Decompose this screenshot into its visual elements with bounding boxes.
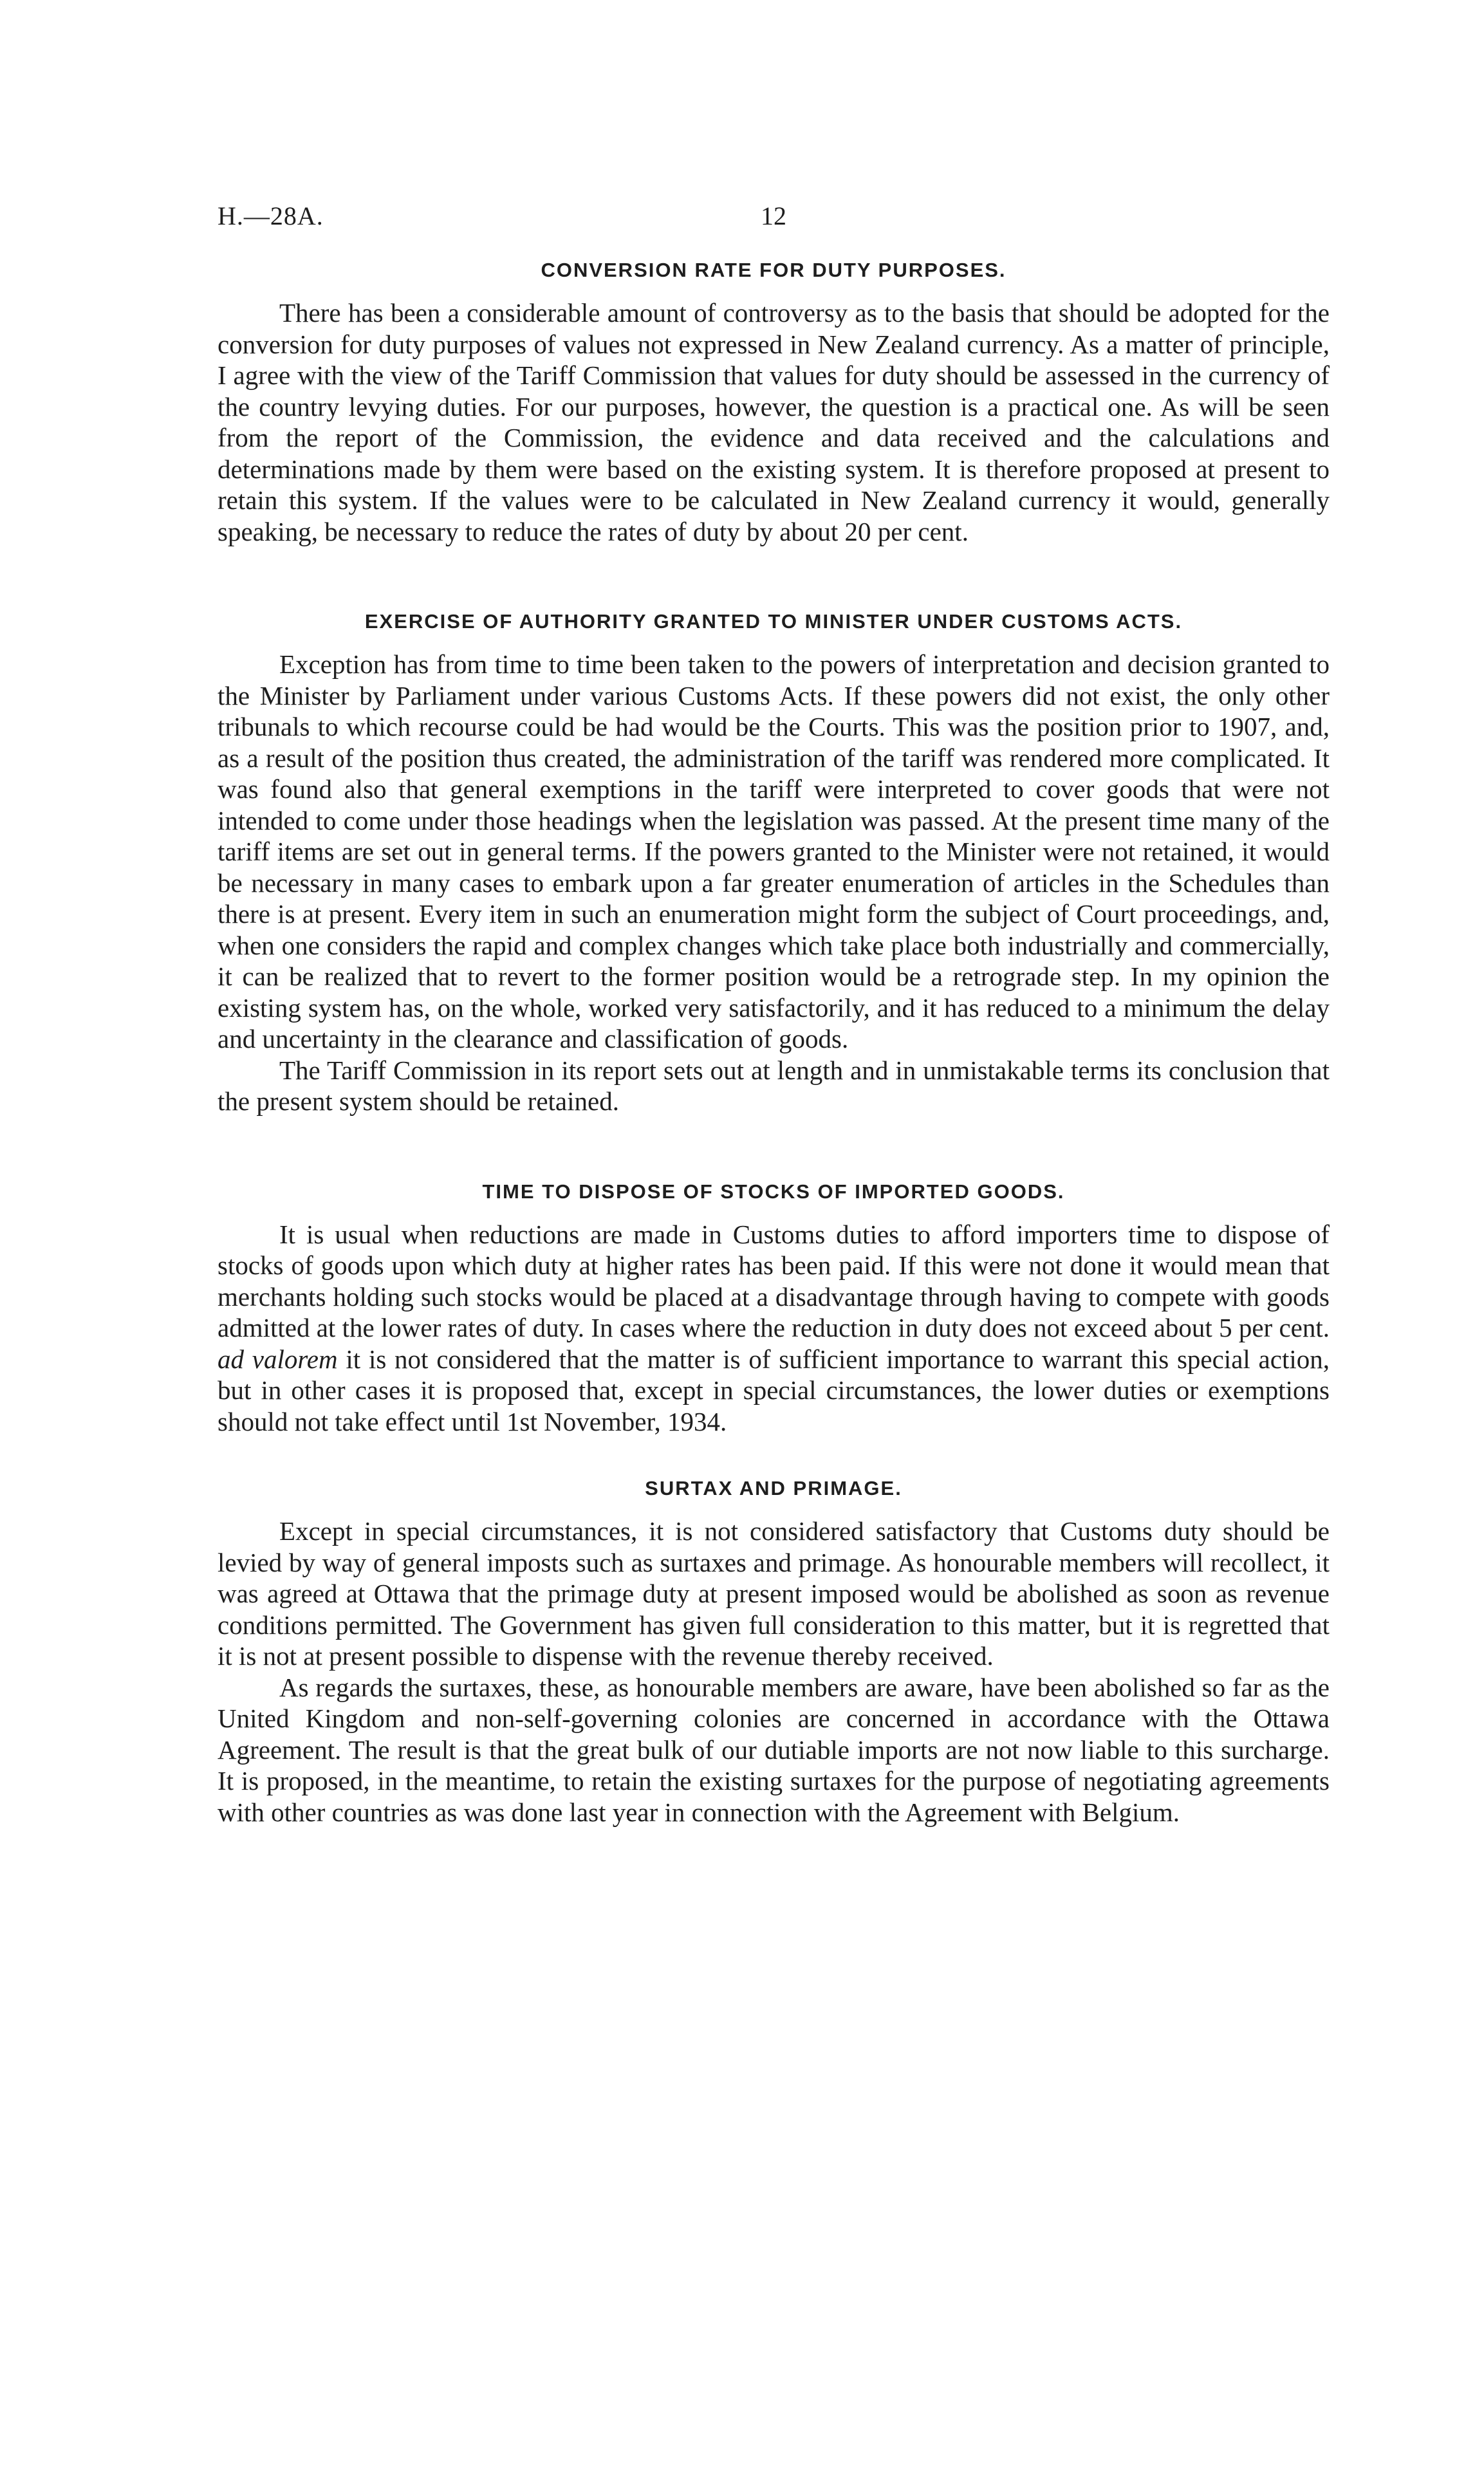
paragraph: Exception has from time to time been taken to the powers of interpretation and decision granted to the Minister by Parliament under various Customs Acts. If these powers did not exist, the only other tribunals to which recourse could be had would be the Courts. This was the position prior to 1907, and, as a result of the position thus created, the administration of the tariff was rendered more complicated. It was found also that general exemptions in the tariff were interpreted to cover goods that were not intended to come under those headings when the legislation was passed. At the present time many of the tariff items are set out in general terms. If the powers granted to the Minister were not retained, it would be necessary in many cases to embark upon a far greater enumeration of articles in the Schedules than there is at present. Every item in such an enumeration might form the subject of Court proceedings, and, when one considers the rapid and complex changes which take place both industrially and commercially, it can be realized that to revert to the former position would be a retrograde step. In my opinion the existing system has, on the whole, worked very satisfactorily, and it has reduced to a minimum the delay and uncertainty in the clearance and classification of goods. bbox=[218, 649, 1330, 1053]
paragraph: Except in special circumstances, it is not considered satisfactory that Customs duty should be levied by way of general imposts such as surtaxes and primage. As honourable members will recollect, it was agreed at Ottawa that the primage duty at present imposed would be abolished as soon as revenue conditions permitted. The Government has given full consideration to this matter, but it is regretted that it is not at present possible to dispense with the revenue thereby received. bbox=[218, 1516, 1330, 1671]
paragraph: As regards the surtaxes, these, as honourable members are aware, have been abolished so far as the United Kingdom and non-self-governing colonies are concerned in accordance with the Ottawa Agreement. The result is that the great bulk of our dutiable imports are not now liable to this surcharge. It is proposed, in the meantime, to retain the existing surtaxes for the purpose of negotiating agreements with other countries as was done last year in connection with the Agreement with Belgium. bbox=[218, 1672, 1330, 1827]
section-heading: SURTAX AND PRIMAGE. bbox=[645, 1477, 902, 1499]
section-stocks-imported-goods bbox=[218, 1179, 1330, 1438]
running-header bbox=[218, 201, 1330, 239]
paragraph: There has been a considerable amount of controversy as to the basis that should be adopted for the conversion for duty purposes of values not expressed in New Zealand currency. As a matter of principle, I agree with the view of the Tariff Commission that values for duty should be assessed in the currency of the country levying duties. For our purposes, however, the question is a practical one. As will be seen from the report of the Commission, the evidence and data received and the calculations and determinations made by them were based on the existing system. It is therefore proposed at present to retain this system. If the values were to be calculated in New Zealand currency it would, generally speaking, be necessary to reduce the rates of duty by about 20 per cent. bbox=[218, 298, 1330, 546]
page-number: 12 bbox=[761, 201, 786, 230]
paragraph-text: it is not considered that the matter is of sufficient importance to warrant this special action, but in other cases it is proposed that, except in special circumstances, the lower duties or exemptions should not take effect until 1st November, 1934. bbox=[218, 1344, 1330, 1436]
document-reference: H.—28A. bbox=[218, 201, 324, 230]
section-heading: CONVERSION RATE FOR DUTY PURPOSES. bbox=[541, 259, 1006, 281]
section-surtax-primage bbox=[218, 1476, 1330, 1828]
section-heading: EXERCISE OF AUTHORITY GRANTED TO MINISTER UNDER CUSTOMS ACTS. bbox=[364, 610, 1183, 633]
page-body bbox=[218, 257, 1330, 1828]
section-minister-authority bbox=[218, 609, 1330, 1117]
section-conversion-rate bbox=[218, 257, 1330, 547]
section-heading: TIME TO DISPOSE OF STOCKS OF IMPORTED GOODS. bbox=[482, 1180, 1065, 1203]
paragraph-text: It is usual when reductions are made in Customs duties to afford importers time to dispose of stocks of goods upon which duty at higher rates has been paid. If this were not done it would mean that merchants holding such stocks would be placed at a disadvantage through having to compete with goods admitted at the lower rates of duty. In cases where the reduction in duty does not exceed about 5 per cent. bbox=[218, 1219, 1330, 1342]
paragraph: The Tariff Commission in its report sets out at length and in unmistakable terms its conclusion that the present system should be retained. bbox=[218, 1055, 1330, 1116]
italic-term: ad valorem bbox=[218, 1344, 338, 1374]
paragraph bbox=[218, 1219, 1330, 1438]
